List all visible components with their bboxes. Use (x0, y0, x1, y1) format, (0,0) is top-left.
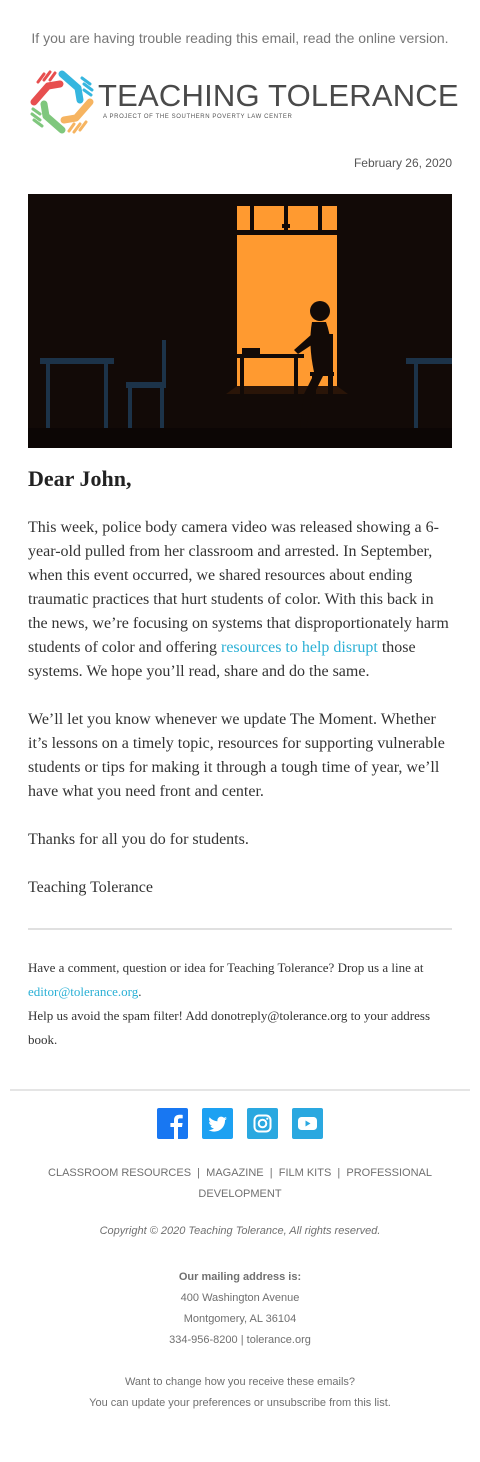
divider (28, 928, 452, 930)
prefs-prefix: You can (89, 1397, 132, 1409)
nav-separator: | (337, 1167, 341, 1179)
contact-line (28, 956, 452, 1004)
paragraph-intro (28, 516, 452, 684)
editor-email-link[interactable]: editor@tolerance.org (28, 984, 139, 999)
contact-section (28, 956, 452, 1052)
magazine-link[interactable]: MAGAZINE (206, 1167, 264, 1179)
youtube-icon[interactable] (292, 1108, 323, 1139)
prefs-question: Want to change how you receive these emails? (124, 1376, 356, 1388)
email-date: February 26, 2020 (353, 156, 452, 170)
address-city: Montgomery, AL 36104 (183, 1313, 297, 1325)
address-street: 400 Washington Avenue (180, 1292, 300, 1304)
film-kits-link[interactable]: FILM KITS (278, 1167, 332, 1179)
hands-logo-icon (28, 68, 96, 136)
prefs-middle: or (250, 1397, 267, 1409)
email-preferences (0, 1372, 480, 1414)
contact-period: . (138, 984, 142, 999)
prefs-suffix: . (387, 1397, 391, 1409)
hero-image[interactable] (28, 194, 452, 448)
footer-nav (40, 1163, 440, 1205)
paragraph-intro-text-end: those systems. We hope you’ll read, share and do the same. (28, 639, 416, 680)
greeting: Dear John, (28, 466, 132, 491)
preheader (0, 30, 480, 46)
address-label: Our mailing address is: (178, 1271, 302, 1283)
preheader-text: If you are having trouble reading this email, (31, 30, 304, 46)
twitter-icon[interactable] (202, 1108, 233, 1139)
logo-title: TEACHING TOLERANCE (98, 78, 459, 113)
paragraph-intro-text: This week, police body camera video was released showing a 6-year-old pulled from her classroom and arrested. In September, when this event occurred, we shared resources about ending traumatic practices that hurt students of color. With this back in the news, we’re focusing on systems that disproportionately harm students of color and offering (28, 519, 449, 656)
online-version-link[interactable]: read the online version. (303, 30, 449, 46)
nav-separator: | (269, 1167, 273, 1179)
address-separator: | (240, 1334, 244, 1346)
student-at-window-illustration (28, 194, 452, 448)
unsubscribe-link[interactable]: unsubscribe from this list (266, 1397, 388, 1409)
footer-divider (10, 1089, 470, 1091)
update-preferences-link[interactable]: update your preferences (131, 1397, 251, 1409)
facebook-icon[interactable] (157, 1108, 188, 1139)
nav-separator: | (197, 1167, 201, 1179)
address-phone: 334-956-8200 (169, 1334, 238, 1346)
professional-development-link[interactable]: PROFESSIONAL DEVELOPMENT (198, 1167, 432, 1200)
contact-text: Have a comment, question or idea for Teaching Tolerance? Drop us a line at (28, 960, 424, 975)
signature: Teaching Tolerance (28, 879, 153, 896)
mailing-address (0, 1267, 480, 1351)
teaching-tolerance-logo[interactable] (28, 68, 459, 138)
paragraph-the-moment: We’ll let you know whenever we update The Moment. Whether it’s lessons on a timely topic, resources for supporting vulnerable students or tips for making it through a tough time of year, we’ll have what you need front and center. (28, 711, 445, 800)
spam-filter-note: Help us avoid the spam filter! Add donotreply@tolerance.org to your address book. (28, 1008, 430, 1047)
instagram-icon[interactable] (247, 1108, 278, 1139)
classroom-resources-link[interactable]: CLASSROOM RESOURCES (48, 1167, 192, 1179)
prefs-line (0, 1393, 480, 1414)
website-link[interactable]: tolerance.org (246, 1334, 311, 1346)
resources-link[interactable]: resources to help disrupt (221, 639, 378, 656)
social-links (0, 1108, 480, 1139)
address-contact (0, 1330, 480, 1351)
paragraph-thanks: Thanks for all you do for students. (28, 831, 249, 848)
logo-subtitle: A PROJECT OF THE SOUTHERN POVERTY LAW CENTER (103, 114, 293, 120)
copyright: Copyright © 2020 Teaching Tolerance, All rights reserved. (99, 1225, 381, 1237)
